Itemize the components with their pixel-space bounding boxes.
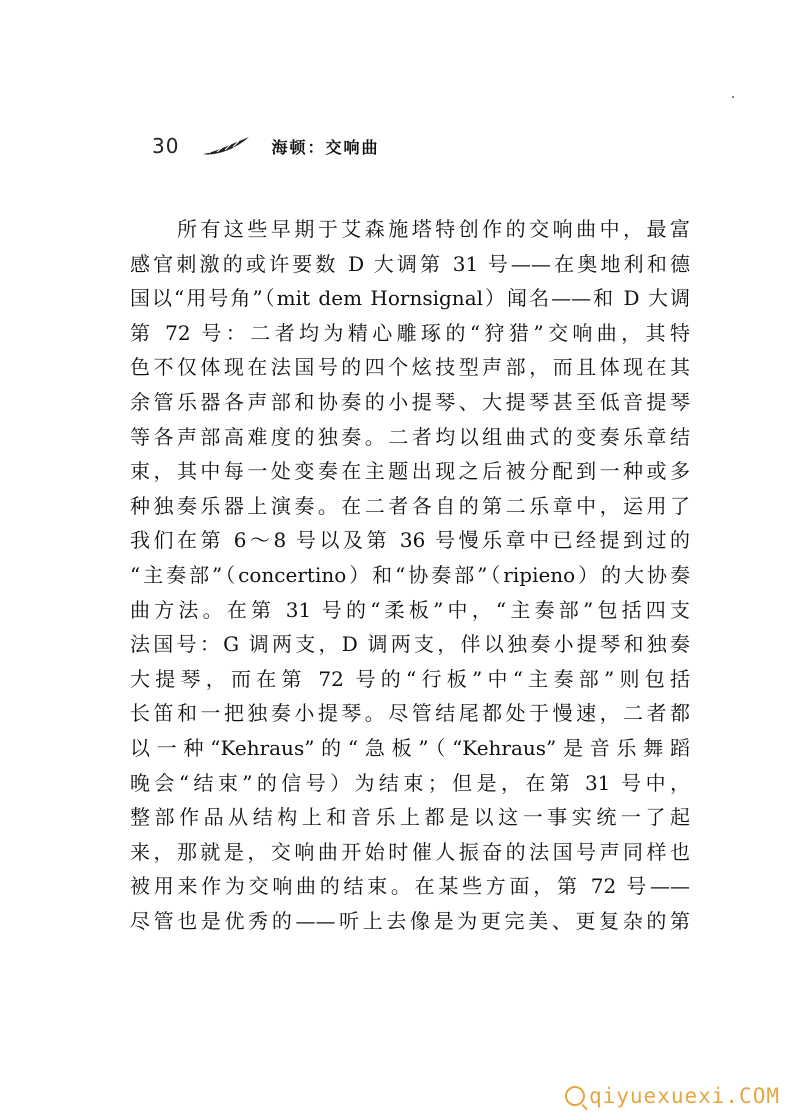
text-line: 所有这些早期于艾森施塔特创作的交响曲中，最富 [130,217,690,241]
text-line: 等各声部高难度的独奏。二者均以组曲式的变奏乐章结 [130,424,690,449]
watermark-text: qiyuexuexi.COM [588,1084,780,1108]
text-line: 来，那就是，交响曲开始时催人振奋的法国号声同样也 [130,839,690,864]
text-line: 被用来作为交响曲的结束。在某些方面，第 72 号—— [130,874,690,899]
page-header [152,128,379,164]
quill-ornament-icon [201,134,251,158]
site-watermark [565,1084,780,1108]
scan-speck [732,96,734,98]
page-number: 30 [152,134,180,158]
text-line: 大提琴，而在第 72 号的“行板”中“主奏部”则包括 [130,666,690,691]
text-line: 以一种“Kehraus”的“急板”（“Kehraus”是音乐舞蹈 [130,735,690,760]
body-paragraph [130,212,690,938]
running-title: 海顿：交响曲 [271,137,380,157]
magnifier-logo-icon [565,1086,585,1106]
text-line: 晚会“结束”的信号）为结束；但是，在第 31 号中， [130,770,690,795]
text-line: 束，其中每一处变奏在主题出现之后被分配到一种或多 [130,459,690,484]
text-line: 色不仅体现在法国号的四个炫技型声部，而且体现在其 [130,355,690,380]
text-line: “主奏部”（concertino）和“协奏部”（ripieno）的大协奏 [130,562,690,587]
text-line: 国以“用号角”（mit dem Hornsignal）闻名——和 D 大调 [130,286,690,311]
text-line: 曲方法。在第 31 号的“柔板”中，“主奏部”包括四支 [130,597,690,622]
text-line: 尽管也是优秀的——听上去像是为更完美、更复杂的第 [130,908,690,933]
text-line: 感官刺激的或许要数 D 大调第 31 号——在奥地利和德 [130,251,690,276]
text-line: 第 72 号：二者均为精心雕琢的“狩猎”交响曲，其特 [130,320,690,345]
text-line: 我们在第 6～8 号以及第 36 号慢乐章中已经提到过的 [130,528,690,553]
text-line: 余管乐器各声部和协奏的小提琴、大提琴甚至低音提琴 [130,389,690,414]
text-line: 种独奏乐器上演奏。在二者各自的第二乐章中，运用了 [130,493,690,518]
text-line: 法国号：G 调两支，D 调两支，伴以独奏小提琴和独奏 [130,632,690,657]
text-line: 整部作品从结构上和音乐上都是以这一事实统一了起 [130,805,690,830]
text-line: 长笛和一把独奏小提琴。尽管结尾都处于慢速，二者都 [130,701,690,726]
